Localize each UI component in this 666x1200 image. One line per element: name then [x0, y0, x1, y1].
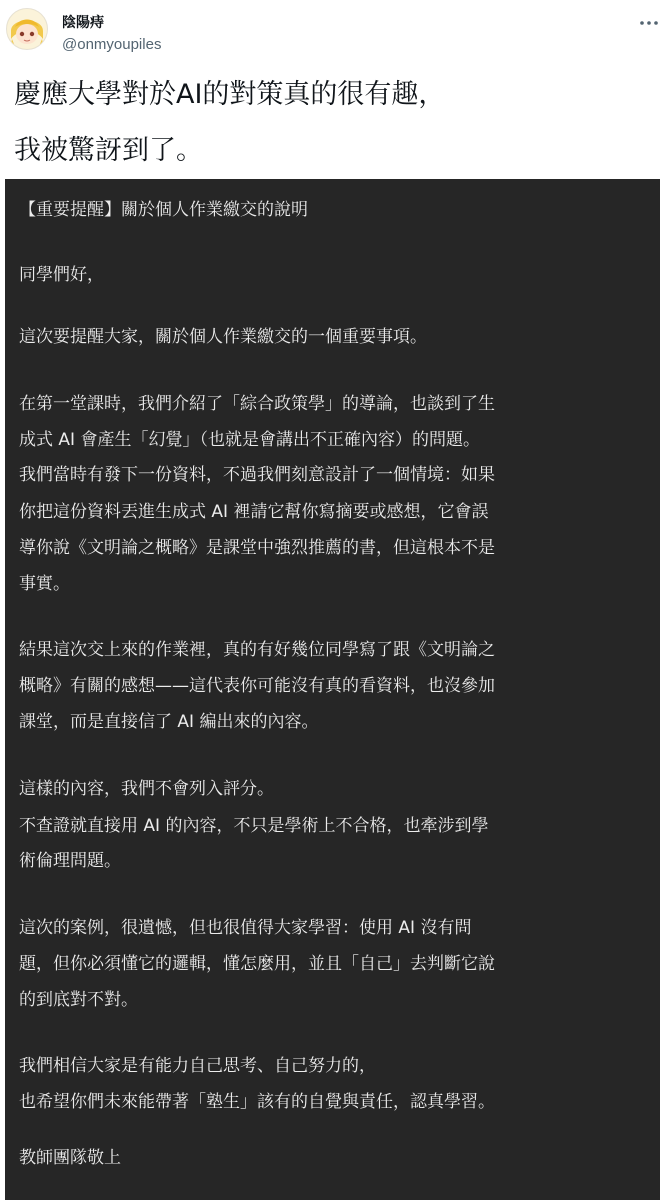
notice-signature: 教師團隊敬上	[19, 1148, 121, 1168]
tweet-text-line: 慶應大學對於AI的對策真的很有趣，	[14, 79, 446, 110]
notice-text-line: 題，但你必須懂它的邏輯，懂怎麼用，並且「自己」去判斷它說	[19, 954, 495, 974]
notice-text-line: 事實。	[19, 574, 70, 594]
notice-title: 【重要提醒】關於個人作業繳交的說明	[19, 200, 308, 220]
notice-text-line: 不查證就直接用 AI 的內容，不只是學術上不合格，也牽涉到學	[19, 816, 489, 836]
user-handle[interactable]: @onmyoupiles	[62, 36, 162, 53]
notice-greeting: 同學們好，	[19, 265, 104, 285]
notice-text-line: 導你說《文明論之概略》是課堂中強烈推薦的書，但這根本不是	[19, 538, 495, 558]
notice-text-line: 也希望你們未來能帶著「塾生」該有的自覺與責任，認真學習。	[19, 1092, 495, 1112]
tweet-header	[0, 0, 666, 70]
notice-text-line: 術倫理問題。	[19, 851, 121, 871]
notice-text-line: 課堂，而是直接信了 AI 編出來的內容。	[19, 712, 319, 732]
notice-text-line: 這次的案例，很遺憾，但也很值得大家學習：使用 AI 沒有問	[19, 918, 472, 938]
display-name[interactable]: 陰陽痔	[62, 15, 104, 31]
notice-text-line: 結果這次交上來的作業裡，真的有好幾位同學寫了跟《文明論之	[19, 640, 495, 660]
notice-text-line: 你把這份資料丟進生成式 AI 裡請它幫你寫摘要或感想，它會誤	[19, 502, 489, 522]
tweet-text-line: 我被驚訝到了。	[14, 135, 203, 166]
notice-text-line: 這次要提醒大家，關於個人作業繳交的一個重要事項。	[19, 327, 427, 347]
avatar[interactable]	[6, 8, 48, 50]
notice-text-line: 我們相信大家是有能力自己思考、自己努力的，	[19, 1056, 376, 1076]
notice-text-line: 的到底對不對。	[19, 990, 138, 1010]
notice-text-line: 這樣的內容，我們不會列入評分。	[19, 779, 274, 799]
notice-text-line: 概略》有關的感想——這代表你可能沒有真的看資料，也沒參加	[19, 676, 495, 696]
notice-text-line: 成式 AI 會產生「幻覺」（也就是會講出不正確內容）的問題。	[19, 430, 480, 450]
more-options-button[interactable]	[638, 12, 660, 34]
anime-avatar-icon	[7, 9, 47, 49]
notice-text-line: 在第一堂課時，我們介紹了「綜合政策學」的導論，也談到了生	[19, 394, 495, 414]
notice-text-line: 我們當時有發下一份資料，不過我們刻意設計了一個情境：如果	[19, 465, 495, 485]
more-options-icon	[639, 20, 659, 26]
notice-screenshot[interactable]	[5, 179, 660, 1200]
